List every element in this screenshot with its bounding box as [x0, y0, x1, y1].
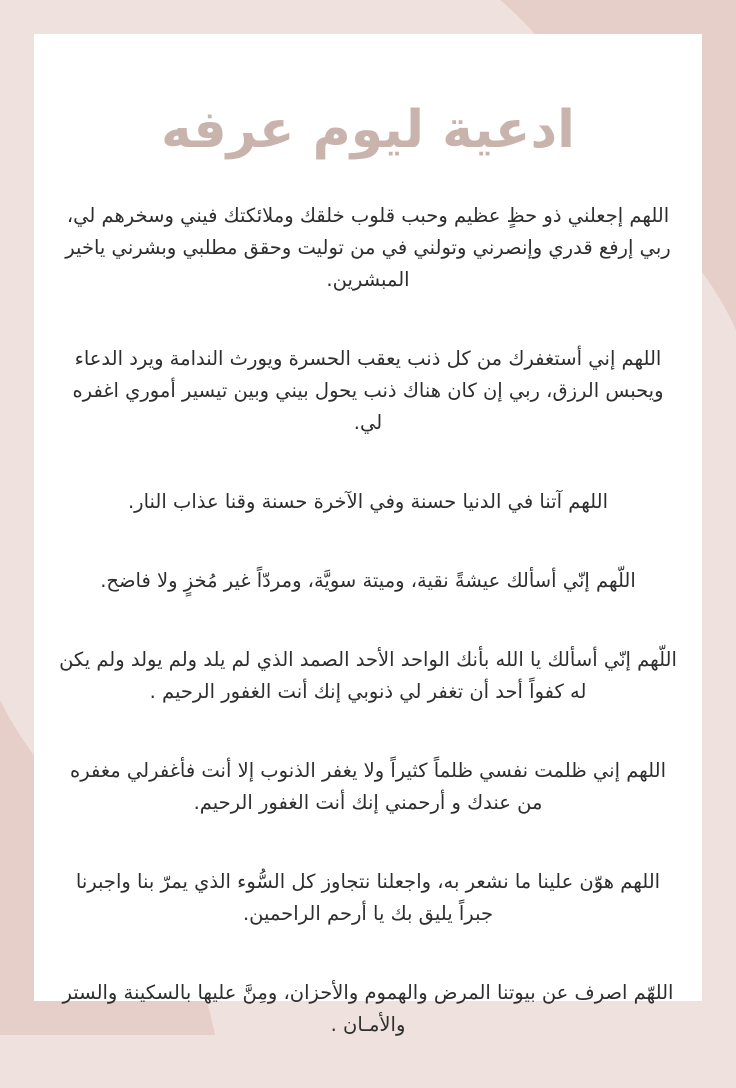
dua-paragraph-7: اللهم هوّن علينا ما نشعر به، واجعلنا نتجاوز كل السُّوء الذي يمرّ بنا واجبرنا جبراً يليق بك يا أرحم الراحمين. — [75, 870, 661, 925]
dua-paragraph-3: اللهم آتنا في الدنيا حسنة وفي الآخرة حسنة وقنا عذاب النار. — [127, 490, 608, 513]
dua-paragraph-2: اللهم إني أستغفرك من كل ذنب يعقب الحسرة ويورث الندامة ويرد الدعاء ويحبس الرزق، ربي إن كان هناك ذنب يحول بيني وبين تيسير أموري اغفره لي. — [72, 347, 664, 434]
dua-paragraph-8: اللهّم اصرف عن بيوتنا المرض والهموم والأحزان، ومِنَّ عليها بالسكينة والستر والأمـان . — [62, 981, 674, 1036]
page-title: ادعية ليوم عرفه — [161, 100, 575, 160]
dua-paragraph-4: اللّهم إنّي أسألك عيشةً نقية، وميتة سويَّة، ومردّاً غير مُخزٍ ولا فاضح. — [100, 569, 636, 592]
dua-paragraph-6: اللهم إني ظلمت نفسي ظلماً كثيراً ولا يغفر الذنوب إلا أنت فأغفرلي مغفره من عندك و أرحمني إنك أنت الغفور الرحيم. — [70, 759, 666, 814]
content-card — [34, 34, 702, 1036]
dua-paragraph-1: اللهم إجعلني ذو حظٍ عظيم وحبب قلوب خلقك وملائكتك فيني وسخرهم لي، ربي إرفع قدري وإنصرني وتولني في من توليت وحقق مطلبي وبشرني ياخير المبشرين. — [65, 204, 671, 291]
dua-paragraph-5: اللّهم إنّي أسألك يا الله بأنك الواحد الأحد الصمد الذي لم يلد ولم يولد ولم يكن له كفواً أحد أن تغفر لي ذنوبي إنك أنت الغفور الرحيم . — [59, 648, 677, 703]
dua-list — [58, 200, 678, 1088]
